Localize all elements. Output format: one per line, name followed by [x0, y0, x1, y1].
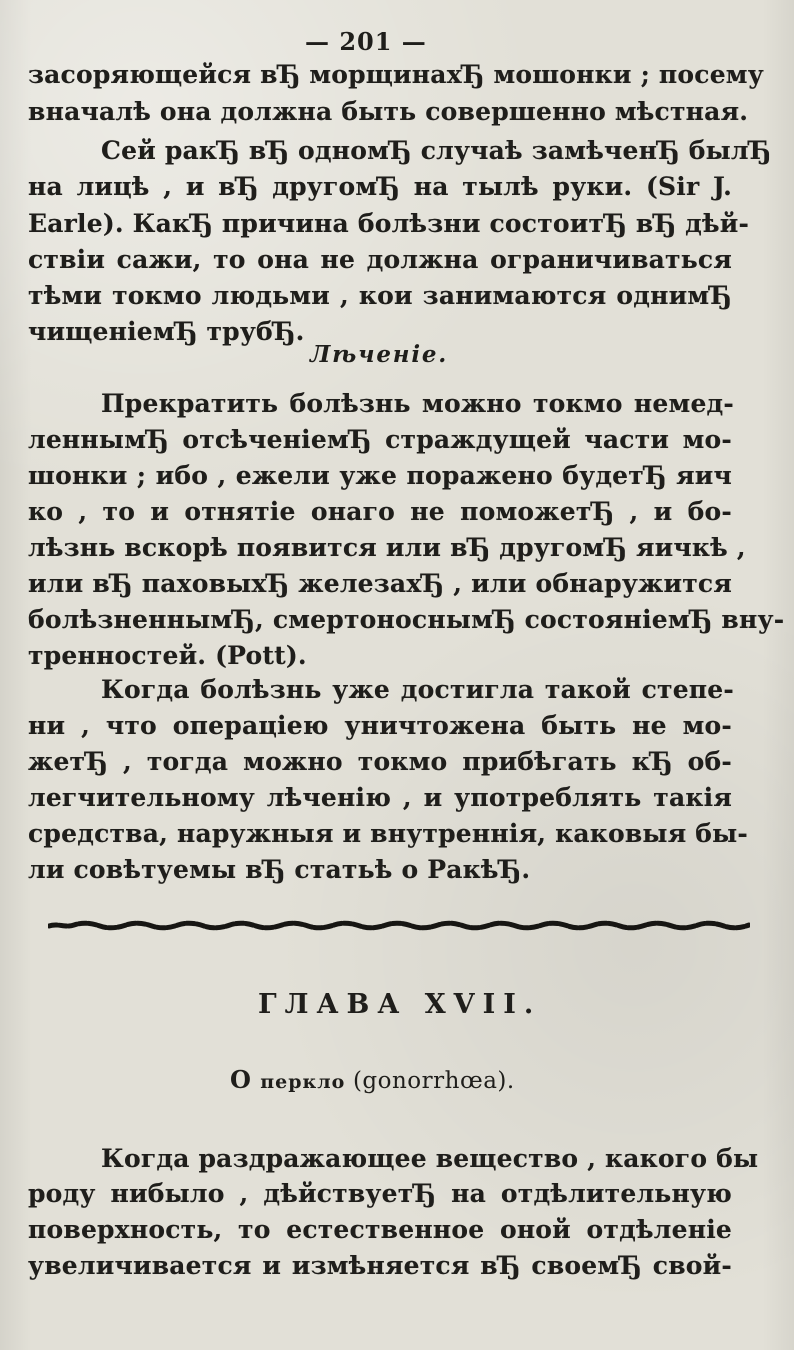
- text-line: легчительному лѣченію , и употреблять такія: [28, 783, 732, 812]
- text-line: Прекратить болѣзнь можно токмо немед-: [101, 389, 734, 418]
- text-line: роду нибыло , дѣйствуетЂ на отдѣлительную: [28, 1179, 732, 1208]
- text-line: ни , что операціею уничтожена быть не мо-: [28, 711, 732, 740]
- text-line: средства, наружныя и внутреннія, каковыя бы-: [28, 819, 748, 848]
- section-heading: [230, 1065, 515, 1094]
- text-line: Earle). КакЂ причина болѣзни состоитЂ вЂ дѣй-: [28, 209, 750, 238]
- text-line: поверхность, то естественное оной отдѣленіе: [28, 1215, 732, 1244]
- text-line: ствіи сажи, то она не должна ограничиваться: [28, 245, 732, 274]
- text-line: вначалѣ она должна быть совершенно мѣстная.: [28, 97, 749, 126]
- text-line: тѣми токмо людьми , кои занимаются однимЂ: [28, 281, 732, 310]
- text-line: увеличивается и измѣняется вЂ своемЂ свой-: [28, 1251, 732, 1280]
- text-line: или вЂ паховыхЂ железахЂ , или обнаружится: [28, 569, 732, 598]
- subheading-treatment: Лѣченіе.: [310, 341, 449, 368]
- section-heading-prefix: О: [230, 1065, 252, 1094]
- page-number: — 201 —: [305, 27, 427, 56]
- text-line: леннымЂ отсѣченіемЂ страждущей части мо-: [28, 425, 732, 454]
- section-heading-title: перкло: [260, 1071, 353, 1093]
- section-heading-latin: (gonorrhœa).: [352, 1068, 515, 1094]
- text-line: лѣзнь вскорѣ появится или вЂ другомЂ яичкѣ ,: [28, 533, 746, 562]
- text-line: ли совѣтуемы вЂ статьѣ о РакѣЂ.: [28, 855, 531, 884]
- text-line: на лицѣ , и вЂ другомЂ на тылѣ руки. (Sir J.: [28, 172, 732, 201]
- text-line: Сей ракЂ вЂ одномЂ случаѣ замѣченЂ былЂ: [101, 136, 772, 165]
- chapter-heading: ГЛАВА XVII.: [258, 989, 542, 1020]
- text-line: шонки ; ибо , ежели уже поражено будетЂ яич: [28, 461, 732, 490]
- ornamental-divider: [48, 919, 750, 931]
- text-line: болѣзненнымЂ, смертоноснымЂ состояніемЂ вну-: [28, 605, 785, 634]
- text-line: засоряющейся вЂ морщинахЂ мошонки ; посему: [28, 60, 764, 89]
- text-line: Когда раздражающее вещество , какого бы: [101, 1144, 759, 1173]
- text-line: ко , то и отнятіе онаго не поможетЂ , и бо-: [28, 497, 732, 526]
- text-line: Когда болѣзнь уже достигла такой степе-: [101, 675, 734, 704]
- text-line: чищеніемЂ трубЂ.: [28, 317, 305, 346]
- text-line: тренностей. (Pott).: [28, 641, 307, 670]
- text-line: жетЂ , тогда можно токмо прибѣгать кЂ об-: [28, 747, 732, 776]
